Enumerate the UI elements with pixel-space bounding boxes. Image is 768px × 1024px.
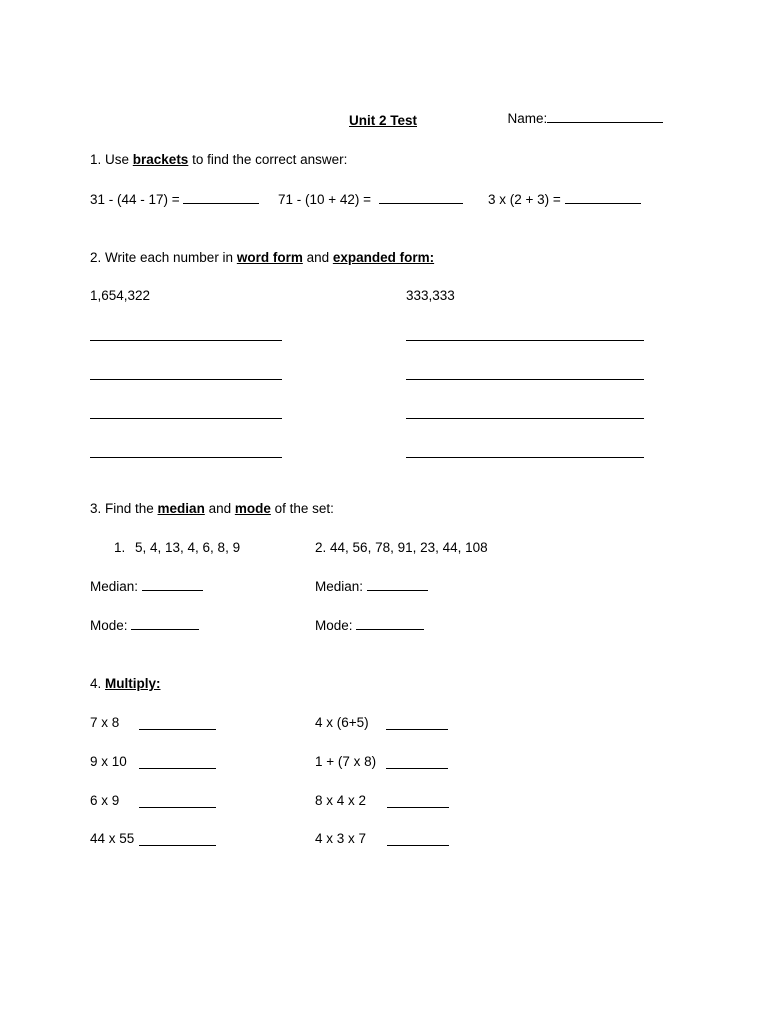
- q4-left-4-blank[interactable]: [139, 845, 216, 846]
- q3-prompt: [90, 501, 334, 517]
- q1-prompt: [90, 152, 347, 168]
- q3-median-1: [90, 578, 203, 595]
- q4-right-4: 4 x 3 x 7: [315, 831, 367, 846]
- q3-set-2-values: 44, 56, 78, 91, 23, 44, 108: [330, 540, 488, 555]
- q3-set-2: [315, 540, 488, 556]
- name-blank[interactable]: [547, 110, 663, 123]
- q3-median-1-label: Median:: [90, 579, 139, 594]
- q2-line-right-1[interactable]: [406, 340, 644, 341]
- q3-suffix: of the set:: [270, 501, 334, 516]
- q2-line-left-3[interactable]: [90, 418, 282, 419]
- page-title: Unit 2 Test: [349, 113, 418, 128]
- q3-set-1-label: 1.: [114, 540, 126, 555]
- q1-problem-2-text: 71 - (10 + 42) =: [278, 192, 372, 207]
- q2-line-right-4[interactable]: [406, 457, 644, 458]
- q4-right-1: 4 x (6+5): [315, 715, 369, 730]
- q1-keyword: brackets: [132, 152, 189, 167]
- q1-prefix: 1. Use: [90, 152, 133, 167]
- q3-set-1-values: 5, 4, 13, 4, 6, 8, 9: [135, 540, 241, 555]
- q3-mode-2-label: Mode:: [315, 618, 353, 633]
- q2-line-right-2[interactable]: [406, 379, 644, 380]
- q4-left-3: 6 x 9: [90, 793, 120, 808]
- q1-answer-3[interactable]: [565, 191, 641, 204]
- q2-line-left-2[interactable]: [90, 379, 282, 380]
- q4-right-2-blank[interactable]: [386, 768, 448, 769]
- q4-left-1-blank[interactable]: [139, 729, 216, 730]
- q4-left-4: 44 x 55: [90, 831, 135, 846]
- q4-left-2: 9 x 10: [90, 754, 127, 769]
- q1-problem-2: [278, 191, 463, 208]
- q4-right-3-blank[interactable]: [387, 807, 449, 808]
- q4-left-3-blank[interactable]: [139, 807, 216, 808]
- q3-keyword-mode: mode: [234, 501, 271, 516]
- q3-median-2-label: Median:: [315, 579, 364, 594]
- q1-problem-3-text: 3 x (2 + 3) =: [488, 192, 561, 207]
- q2-number-2: 333,333: [406, 288, 455, 303]
- name-field: [500, 94, 663, 127]
- q1-problem-1: [90, 191, 259, 208]
- q2-number-1: 1,654,322: [90, 288, 151, 303]
- q3-median-2-blank[interactable]: [367, 578, 428, 591]
- q2-keyword-word-form: word form: [236, 250, 303, 265]
- q4-prefix: 4.: [90, 676, 106, 691]
- q3-keyword-median: median: [157, 501, 205, 516]
- q4-right-1-blank[interactable]: [386, 729, 448, 730]
- q2-keyword-expanded-form: expanded form:: [332, 250, 435, 265]
- q2-middle: and: [302, 250, 333, 265]
- q1-problem-1-text: 31 - (44 - 17) =: [90, 192, 180, 207]
- q4-left-1: 7 x 8: [90, 715, 120, 730]
- q4-right-4-blank[interactable]: [387, 845, 449, 846]
- q2-prefix: 2. Write each number in: [90, 250, 237, 265]
- q3-mode-1-blank[interactable]: [131, 617, 199, 630]
- q3-mode-1: [90, 617, 199, 634]
- q4-left-2-blank[interactable]: [139, 768, 216, 769]
- q2-line-left-1[interactable]: [90, 340, 282, 341]
- q4-keyword: Multiply:: [105, 676, 161, 691]
- q4-right-2: 1 + (7 x 8): [315, 754, 377, 769]
- q3-median-1-blank[interactable]: [142, 578, 203, 591]
- q3-mode-1-label: Mode:: [90, 618, 128, 633]
- q4-prompt: [90, 676, 161, 692]
- q2-prompt: [90, 250, 434, 266]
- q2-line-left-4[interactable]: [90, 457, 282, 458]
- name-label: Name:: [507, 111, 548, 126]
- q3-median-2: [315, 578, 428, 595]
- q1-suffix: to find the correct answer:: [188, 152, 348, 167]
- q1-problem-3: [488, 191, 641, 208]
- q3-middle: and: [204, 501, 235, 516]
- q3-mode-2-blank[interactable]: [356, 617, 424, 630]
- q3-prefix: 3. Find the: [90, 501, 158, 516]
- q3-set-2-label: 2.: [315, 540, 327, 555]
- q1-answer-2[interactable]: [379, 191, 463, 204]
- q3-mode-2: [315, 617, 424, 634]
- q4-right-3: 8 x 4 x 2: [315, 793, 367, 808]
- q2-line-right-3[interactable]: [406, 418, 644, 419]
- q1-answer-1[interactable]: [183, 191, 259, 204]
